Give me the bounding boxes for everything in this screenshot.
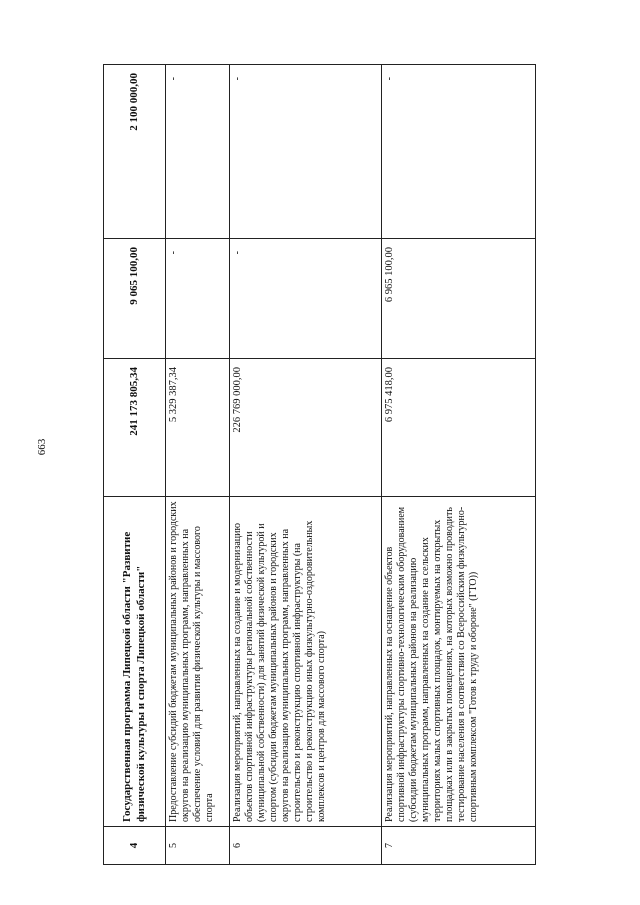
row-number: 7 [382,827,536,865]
amount-col-1: 226 769 000,00 [230,359,382,497]
table-row [382,65,536,865]
row-number: 4 [104,827,166,865]
table-row [166,65,230,865]
page-number: 663 [36,438,48,456]
amount-col-2: 6 965 100,00 [382,239,536,359]
table-row [230,65,382,865]
row-description: Предоставление субсидий бюджетам муниципальных районов и городских округов на реализацию муниципальных программ, направленных на обеспечение условий для развития физической культуры и массового спорта [166,497,230,827]
table-row [104,65,166,865]
budget-table [103,64,536,865]
amount-col-3: 2 100 000,00 [104,65,166,239]
amount-col-2: - [230,239,382,359]
amount-col-1: 241 173 805,34 [104,359,166,497]
amount-col-2: 9 065 100,00 [104,239,166,359]
budget-table-sheet [103,65,535,865]
row-description: Государственная программа Липецкой области "Развитие физической культуры и спорта Липецкой области" [104,497,166,827]
row-number: 6 [230,827,382,865]
row-number: 5 [166,827,230,865]
amount-col-3: - [230,65,382,239]
amount-col-2: - [166,239,230,359]
row-description: Реализация мероприятий, направленных на создание и модернизацию объектов спортивной инфраструктуры региональной собственности (муниципальной собственности) для занятий физической культурой и спортом (субсидии бюджетам муниципальных районов и городских округов на реализацию муниципальных программ, направленных на строительство и реконструкцию спортивной инфраструктуры (на строительство и реконструкцию иных физкультурно-оздоровительных комплексов и центров для массового спорта) [230,497,382,827]
row-description: Реализация мероприятий, направленных на оснащение объектов спортивной инфраструктуры спортивно-технологическим оборудованием (субсидии бюджетам муниципальных районов на реализацию муниципальных программ, направленных на создание на сельских территориях малых спортивных площадок, монтируемых на открытых площадках или в закрытых помещениях, на которых возможно проводить тестирование населения в соответствии со Всероссийским физкультурно-спортивным комплексом "Готов к труду и обороне" (ГТО)) [382,497,536,827]
amount-col-3: - [382,65,536,239]
amount-col-1: 5 329 387,34 [166,359,230,497]
amount-col-3: - [166,65,230,239]
amount-col-1: 6 975 418,00 [382,359,536,497]
